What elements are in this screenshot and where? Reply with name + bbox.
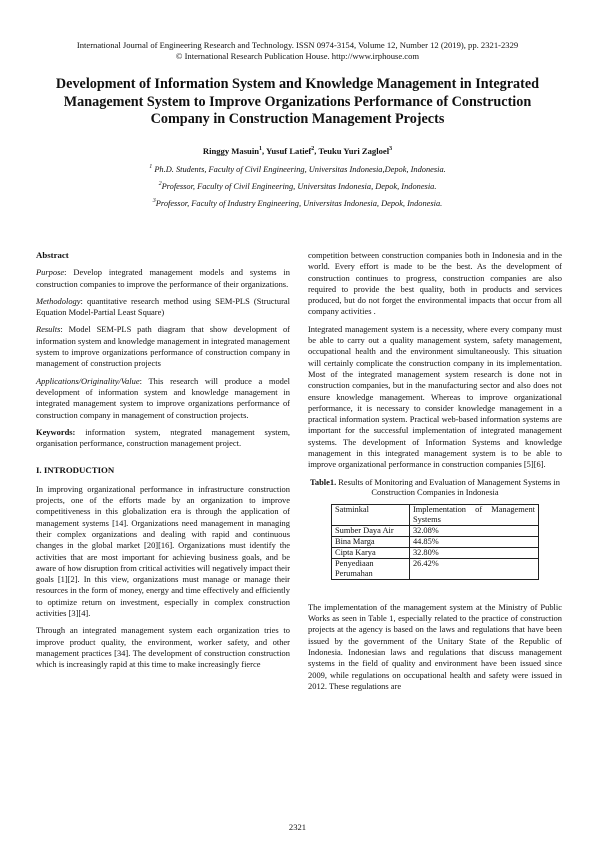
author-1-sup: 1 xyxy=(259,146,262,153)
affiliation-2-text: Professor, Faculty of Civil Engineering, Universitas Indonesia, Depok, Indonesia. xyxy=(161,181,437,191)
author-3: Teuku Yuri Zagloel xyxy=(318,146,390,156)
right-column xyxy=(308,250,562,698)
table-header-cell: Satminkal xyxy=(332,504,410,525)
author-1: Ringgy Masuin xyxy=(202,146,259,156)
author-2: Yusuf Latief xyxy=(265,146,312,156)
table-header-cell: Implementation of Management Systems xyxy=(409,504,538,525)
abstract-results xyxy=(36,324,290,369)
methodology-label: Methodology xyxy=(36,295,81,306)
right-paragraph-2: Integrated management system is a necessity, where every company must be able to carry out a quality management system, safety management, occupational health and the environment simultaneously. This situation will certainly complicate the construction company in its implementation. Most of the integrated management system research is done not in construction companies, but in the manufacturing sector and also does not ensure knowledge management. Whereas to improve organizational performance, it is necessary to consider knowledge management in a practical information system. Practical web-based information systems are important for the successful implementation of integrated management systems. The development of Information Systems and knowledge management in this integrated management system is to be able to improve organizational performance in construction companies [5][6]. xyxy=(308,323,562,470)
affiliation-1-sup: 1 xyxy=(149,164,153,170)
author-2-sup: 2 xyxy=(311,146,315,153)
paper-title: Development of Information System and Knowledge Management in Integrated Management System to Improve Organizations Performance of Construction Company in Construction Management Projects xyxy=(55,76,540,127)
affiliation-3 xyxy=(0,198,595,208)
table-cell: Penyediaan Perumahan xyxy=(332,558,410,579)
right-paragraph-3: The implementation of the management system at the Ministry of Public Works as seen in Table 1, especially related to the practice of construction projects at the agency is based on the laws and regulations that have been issued by the government of the Unitary State of the Republic of Indonesia. Indonesian laws and regulations that discuss management systems in the field of quality and environment have been issued since 2009, while regulations on occupational health and safety were issued in 2012. These regulations are xyxy=(308,601,562,691)
table-cell: 32.80% xyxy=(409,547,538,558)
abstract-methodology xyxy=(36,296,290,319)
table-cell: Sumber Daya Air xyxy=(332,525,410,536)
table-row xyxy=(332,547,539,558)
page-number: 2321 xyxy=(288,822,307,832)
author-3-sup: 3 xyxy=(389,146,393,153)
abstract-purpose xyxy=(36,267,290,290)
journal-header-line1: International Journal of Engineering Research and Technology. ISSN 0974-3154, Volume 12, Number 12 (2019), pp. 2321-2329 xyxy=(76,40,519,50)
author-sep: , xyxy=(314,146,319,156)
purpose-text: : Develop integrated management models and systems in construction companies to improve the performance of their organizations. xyxy=(36,267,290,289)
table-header-row xyxy=(332,504,539,525)
table-cell: Bina Marga xyxy=(332,536,410,547)
affiliation-3-text: Professor, Faculty of Industry Engineering, Universitas Indonesia, Depok, Indonesia. xyxy=(155,198,443,208)
affiliation-1-text: Ph.D. Students, Faculty of Civil Engineering, Universitas Indonesia,Depok, Indonesia. xyxy=(152,164,446,174)
results-label: Results xyxy=(36,324,61,335)
results-text: : Model SEM-PLS path diagram that show development of information system and knowledge management in integrated management system to improve organizations performance of construction company in management of construction projects xyxy=(36,324,290,369)
affiliation-1 xyxy=(0,164,595,174)
table-caption xyxy=(308,477,562,498)
author-list xyxy=(0,146,595,156)
applications-label: Applications/Originality/Value xyxy=(36,375,140,386)
table-row xyxy=(332,525,539,536)
keywords-text: information system, ntegrated management system, organisation performance, construction management project. xyxy=(36,426,290,449)
journal-header-line2: © International Research Publication House. http://www.irphouse.com xyxy=(175,51,420,61)
table-row xyxy=(332,536,539,547)
left-column xyxy=(36,250,290,677)
abstract-keywords xyxy=(36,427,290,450)
introduction-paragraph-1: In improving organizational performance in infrastructure construction projects, one of the efforts made by an organization to improve competitiveness in this globalization era is through the application of management systems [14]. Organizations need management in managing their complex organizations and dealing with rapid and continuous changes in the global market [20][16]. Organizations must identify the activities that are most important for achieving business goals, and be aware of how disruption from critical activities will negatively impact their goals [1][2]. In this view, organizations must manage or manage their resources in the form of money, energy and time effectively and efficiently to optimize return on investment, especially in complex construction activities [3][4]. xyxy=(36,483,290,619)
introduction-paragraph-2: Through an integrated management system each organization tries to improve product quality, the environment, worker safety, and other management practices [34]. The development of construction construction which is increasingly rapid at this time to make increasingly fierce xyxy=(36,625,290,670)
applications-text: : This research will produce a model development of information system and knowledge management in integrated management system to improve organizations performance of construction company in management of construction projects. xyxy=(36,375,290,420)
abstract-heading: Abstract xyxy=(36,250,69,260)
table-cell: 26.42% xyxy=(409,558,538,579)
journal-header xyxy=(0,40,595,62)
table-caption-label: Table1. xyxy=(310,476,337,487)
methodology-text: : quantitative research method using SEM-PLS (Structural Equation Model-Partial Least Square) xyxy=(36,295,290,318)
purpose-label: Purpose xyxy=(36,267,65,278)
introduction-heading: I. INTRODUCTION xyxy=(36,465,115,476)
keywords-label: Keywords: xyxy=(36,426,76,437)
affiliation-2 xyxy=(0,181,595,191)
table-row xyxy=(332,558,539,579)
table-caption-text: Results of Monitoring and Evaluation of Management Systems in Construction Companies in Indonesia xyxy=(336,476,560,498)
table-cell: Cipta Karya xyxy=(332,547,410,558)
affiliation-3-sup: 3 xyxy=(152,198,156,204)
management-systems-table xyxy=(331,504,539,580)
table-cell: 32.08% xyxy=(409,525,538,536)
right-paragraph-1: competition between construction companies both in Indonesia and in the world. Every effort is made to be the best. As the development of construction continues to progress, construction companies are also required to provide the best quality, both in products and services produced, but do not forget the environmental impacts that occur from all company activities . xyxy=(308,250,562,317)
author-sep: , xyxy=(262,146,266,156)
abstract-applications xyxy=(36,376,290,421)
affiliation-2-sup: 2 xyxy=(158,181,162,187)
table-cell: 44.85% xyxy=(409,536,538,547)
